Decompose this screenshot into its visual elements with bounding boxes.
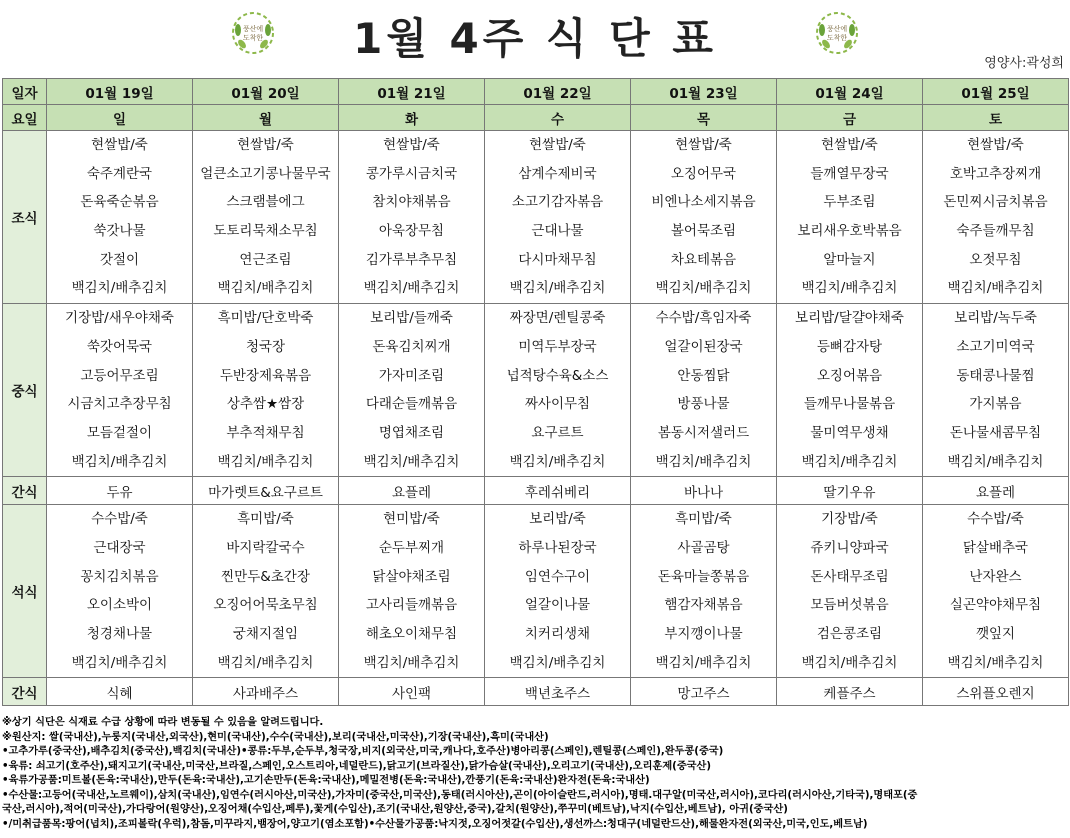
dietitian-name: 영양사:곽성희 [984,56,1064,71]
breakfast-cell [485,131,631,304]
menu-item: 명엽채조림 [378,424,445,441]
menu-item: 고등어무조림 [80,367,159,384]
lunch-cell [339,304,485,477]
menu-item: 백김치/배추김치 [801,453,898,470]
menu-item: 콩가루시금치국 [365,165,458,182]
note-line: ※원산지: 쌀(국내산),누룽지(국내산,외국산),현미(국내산),수수(국내산),보리(국내산,미국산),기장(국내산),흑미(국내산) [2,731,549,743]
menu-item: 백김치/배추김치 [509,280,606,297]
snack2-row [3,678,1069,706]
menu-item: 쑥갓어묵국 [86,338,153,355]
menu-item: 햄감자채볶음 [664,597,743,614]
date-cell: 01월 23일 [631,79,777,105]
menu-item: 가자미조림 [378,367,445,384]
menu-item: 보리새우호박볶음 [797,223,902,240]
snack1-cell: 두유 [47,477,193,505]
menu-item: 백김치/배추김치 [655,453,752,470]
menu-item: 기장밥/죽 [821,511,878,528]
menu-item: 오징어어묵초무침 [213,597,318,614]
menu-item: 돈육김치찌개 [372,338,451,355]
origin-notes [2,716,1068,832]
menu-item: 도토리묵채소무침 [213,223,318,240]
note-line: •수산물:고등어(국내산,노르웨이),삼치(국내산),임연수(러시아산,미국산),가자미(중국산,미국산),동태(러시아산),곤이(아이슬란드,러시아),명태.대구알(미국산,러시아),코다리(러시아산,기타국),명태포(중 [2,789,918,801]
menu-item: 청국장 [245,338,286,355]
menu-item: 시금치고추장무침 [67,396,172,413]
menu-item: 수수밥/죽 [967,511,1024,528]
menu-item: 소고기감자볶음 [511,194,604,211]
menu-item: 갓절이 [99,251,140,268]
date-row [3,79,1069,105]
menu-item: 닭살배추국 [962,539,1029,556]
menu-item: 실곤약야채무침 [949,597,1042,614]
menu-item: 사골곰탕 [677,539,730,556]
weekday-cell: 일 [47,105,193,131]
note-line: •육류: 쇠고기(호주산),돼지고기(국내산,미국산,브라질,스페인,오스트리아,네덜란드),닭고기(브라질산),닭가슴살(국내산),오리고기(국내산),오리훈제(중국산) [2,760,712,772]
menu-item: 돈육죽순볶음 [80,194,159,211]
weekday-row [3,105,1069,131]
date-label: 일자 [3,79,47,105]
note-line: •/미취급품목:팡어(넙치),조피볼락(우럭),참돔,미꾸라지,뱀장어,양고기(염소포함)•수산물가공품:낙지젓,오징어젓갈(수입산),생선까스:청대구(네덜란드산),해물완자전(외국산,미국,인도,베트남) [2,818,868,830]
menu-item: 부지깽이나물 [664,626,743,642]
breakfast-row [3,131,1069,304]
menu-item: 들깨열무장국 [810,165,889,182]
lunch-cell [193,304,339,477]
date-cell: 01월 20일 [193,79,339,105]
snack1-cell: 마가렛트&요구르트 [193,477,339,505]
menu-item: 두부조림 [823,194,876,211]
meal-table [2,78,1069,706]
date-cell: 01월 21일 [339,79,485,105]
menu-item: 백김치/배추김치 [363,453,460,470]
page-title: 1월 4주 식 단 표 [353,14,717,63]
snack2-cell: 케플주스 [777,678,923,706]
menu-item: 백김치/배추김치 [217,453,314,470]
snack2-cell: 사인팩 [339,678,485,706]
menu-item: 연근조림 [239,251,292,268]
menu-item: 백김치/배추김치 [947,654,1044,671]
snack2-cell: 식혜 [47,678,193,706]
menu-item: 보리밥/들깨죽 [370,310,453,327]
menu-item: 백김치/배추김치 [217,654,314,671]
menu-item: 돈민찌시금치볶음 [943,194,1048,211]
snack2-cell: 망고주스 [631,678,777,706]
lunch-cell [47,304,193,477]
menu-item: 두반장제육볶음 [219,367,312,384]
menu-item: 백김치/배추김치 [217,280,314,297]
breakfast-cell [777,131,923,304]
menu-item: 흑미밥/죽 [675,511,732,528]
menu-item: 검은콩조림 [816,626,883,642]
snack1-cell: 후레쉬베리 [485,477,631,505]
menu-item: 다시마채무침 [518,251,597,268]
menu-item: 현미밥/죽 [383,511,440,528]
menu-item: 찐만두&초간장 [221,568,310,585]
snack1-row [3,477,1069,505]
menu-item: 얼갈이나물 [524,597,591,614]
menu-item: 현쌀밥/죽 [91,137,148,153]
menu-item: 난자완스 [969,568,1022,585]
menu-item: 짜장면/렌틸콩죽 [509,310,606,327]
dinner-cell [777,505,923,678]
menu-item: 모듬겉절이 [86,424,153,441]
dinner-cell [193,505,339,678]
snack2-cell: 스위플오렌지 [923,678,1069,706]
menu-item: 기장밥/새우야채죽 [65,310,174,327]
menu-item: 미역두부장국 [518,338,597,355]
menu-item: 백김치/배추김치 [947,280,1044,297]
menu-item: 보리밥/죽 [529,511,586,528]
snack1-cell: 딸기우유 [777,477,923,505]
menu-item: 현쌀밥/죽 [821,137,878,153]
breakfast-cell [193,131,339,304]
menu-item: 오징어볶음 [816,367,883,384]
weekday-cell: 월 [193,105,339,131]
weekday-cell: 금 [777,105,923,131]
menu-item: 백김치/배추김치 [655,654,752,671]
menu-item: 백김치/배추김치 [509,453,606,470]
snack1-cell: 요플레 [339,477,485,505]
note-line: ※상기 식단은 식재료 수급 상황에 따라 변동될 수 있음을 알려드립니다. [2,717,324,728]
menu-item: 상추쌈★쌈장 [226,396,305,413]
menu-item: 흑미밥/단호박죽 [217,310,314,327]
lunch-cell [923,304,1069,477]
menu-item: 백김치/배추김치 [655,280,752,297]
note-line: 국산,러시아),적어(미국산),가다랑어(원양산),오징어채(수입산,페루),꽃게(수입산),조기(국내산,원양산,중국),갈치(원양산),쭈꾸미(베트남),낙지(수입산,베트남), 아귀(중국산) [2,804,788,815]
svg-text:도착한: 도착한 [242,34,264,42]
menu-item: 보리밥/달걀야채죽 [795,310,904,327]
menu-item: 돈육마늘쫑볶음 [657,568,750,585]
lunch-cell [777,304,923,477]
menu-item: 쑥갓나물 [93,223,146,240]
menu-item: 청경채나물 [86,626,153,642]
menu-item: 현쌀밥/죽 [967,137,1024,153]
weekday-cell: 토 [923,105,1069,131]
menu-item: 궁채지절임 [232,626,299,642]
menu-item: 모듬버섯볶음 [810,597,889,614]
menu-item: 등뼈감자탕 [816,338,883,355]
menu-item: 안동찜닭 [677,367,730,384]
menu-item: 바지락칼국수 [226,539,305,556]
menu-item: 순두부찌개 [378,539,445,556]
lunch-row [3,304,1069,477]
note-line: •육류가공품:미트볼(돈육:국내산),만두(돈육:국내산),고기손만두(돈육:국내산),메밀전병(돈육:국내산),깐풍기(돈육:국내산)완자전(돈육:국내산) [2,775,650,786]
breakfast-cell [47,131,193,304]
dinner-cell [485,505,631,678]
snack2-cell: 사과배주스 [193,678,339,706]
menu-item: 백김치/배추김치 [363,654,460,671]
menu-item: 백김치/배추김치 [801,654,898,671]
menu-item: 깻잎지 [975,626,1016,642]
breakfast-cell [631,131,777,304]
weekday-cell: 목 [631,105,777,131]
menu-item: 넙적탕수육&소스 [506,367,609,384]
date-cell: 01월 25일 [923,79,1069,105]
menu-item: 현쌀밥/죽 [237,137,294,153]
svg-text:풍산에: 풍산에 [826,25,848,33]
menu-item: 닭살야채조림 [372,568,451,585]
menu-item: 가지볶음 [969,396,1022,413]
svg-text:도착한: 도착한 [826,34,848,42]
menu-item: 김가루부추무침 [365,251,458,268]
menu-item: 쥬키니양파국 [810,539,889,556]
menu-item: 수수밥/흑임자죽 [655,310,752,327]
menu-item: 하루나된장국 [518,539,597,556]
weekday-cell: 화 [339,105,485,131]
breakfast-cell [339,131,485,304]
menu-item: 임연수구이 [524,568,591,585]
date-cell: 01월 19일 [47,79,193,105]
menu-item: 아욱장무침 [378,223,445,240]
header [0,0,1070,76]
menu-item: 근대장국 [93,539,146,556]
menu-item: 고사리들깨볶음 [365,597,458,614]
dinner-cell [339,505,485,678]
wreath-logo-right [812,8,862,58]
menu-item: 해초오이채무침 [365,626,458,642]
menu-item: 볼어묵조림 [670,223,737,240]
dinner-label: 석식 [3,505,47,678]
menu-item: 동태콩나물찜 [956,367,1035,384]
menu-item: 현쌀밥/죽 [529,137,586,153]
weekday-label: 요일 [3,105,47,131]
menu-item: 요구르트 [531,424,584,441]
snack1-label: 간식 [3,477,47,505]
menu-item: 현쌀밥/죽 [675,137,732,153]
menu-item: 비엔나소세지볶음 [651,194,756,211]
note-line: •고추가루(중국산),배추김치(중국산),백김치(국내산)•콩류:두부,순두부,청국장,비지(외국산,미국,캐나다,호주산)병아리콩(스페인),렌틸콩(스페인),완두콩(중국) [2,746,724,757]
lunch-cell [631,304,777,477]
menu-item: 얼큰소고기콩나물무국 [200,165,331,182]
date-cell: 01월 22일 [485,79,631,105]
menu-item: 호박고추장찌개 [949,165,1042,182]
menu-item: 알마늘지 [823,251,876,268]
menu-item: 봄동시저샐러드 [657,424,750,441]
menu-item: 백김치/배추김치 [509,654,606,671]
snack2-cell: 백년초주스 [485,678,631,706]
menu-item: 물미역무생채 [810,424,889,441]
menu-item: 백김치/배추김치 [801,280,898,297]
menu-item: 백김치/배추김치 [71,280,168,297]
menu-item: 짜사이무침 [524,396,591,413]
menu-item: 부추적채무침 [226,424,305,441]
svg-text:풍산에: 풍산에 [242,25,264,33]
menu-item: 근대나물 [531,223,584,240]
menu-item: 들깨무나물볶음 [803,396,896,413]
menu-item: 백김치/배추김치 [71,654,168,671]
snack1-cell: 요플레 [923,477,1069,505]
menu-item: 오젓무침 [969,251,1022,268]
menu-item: 수수밥/죽 [91,511,148,528]
menu-item: 얼갈이된장국 [664,338,743,355]
menu-item: 다래순들깨볶음 [365,396,458,413]
menu-item: 현쌀밥/죽 [383,137,440,153]
date-cell: 01월 24일 [777,79,923,105]
menu-item: 방풍나물 [677,396,730,413]
menu-item: 참치야채볶음 [372,194,451,211]
dinner-cell [47,505,193,678]
menu-item: 보리밥/녹두죽 [954,310,1037,327]
dinner-row [3,505,1069,678]
menu-item: 꽁치김치볶음 [80,568,159,585]
menu-item: 백김치/배추김치 [947,453,1044,470]
menu-item: 숙주들깨무침 [956,223,1035,240]
menu-item: 돈사태무조림 [810,568,889,585]
menu-item: 숙주계란국 [86,165,153,182]
menu-item: 백김치/배추김치 [71,453,168,470]
menu-item: 오이소박이 [86,597,153,614]
snack1-cell: 바나나 [631,477,777,505]
lunch-label: 중식 [3,304,47,477]
menu-item: 백김치/배추김치 [363,280,460,297]
breakfast-label: 조식 [3,131,47,304]
breakfast-cell [923,131,1069,304]
snack2-label: 간식 [3,678,47,706]
menu-item: 삼계수제비국 [518,165,597,182]
menu-item: 스크램블에그 [226,194,305,211]
menu-item: 치커리생채 [524,626,591,642]
menu-item: 돈나물새콤무침 [949,424,1042,441]
menu-item: 오징어무국 [670,165,737,182]
dinner-cell [631,505,777,678]
menu-item: 차요테볶음 [670,251,737,268]
weekday-cell: 수 [485,105,631,131]
menu-item: 소고기미역국 [956,338,1035,355]
menu-item: 흑미밥/죽 [237,511,294,528]
dinner-cell [923,505,1069,678]
lunch-cell [485,304,631,477]
